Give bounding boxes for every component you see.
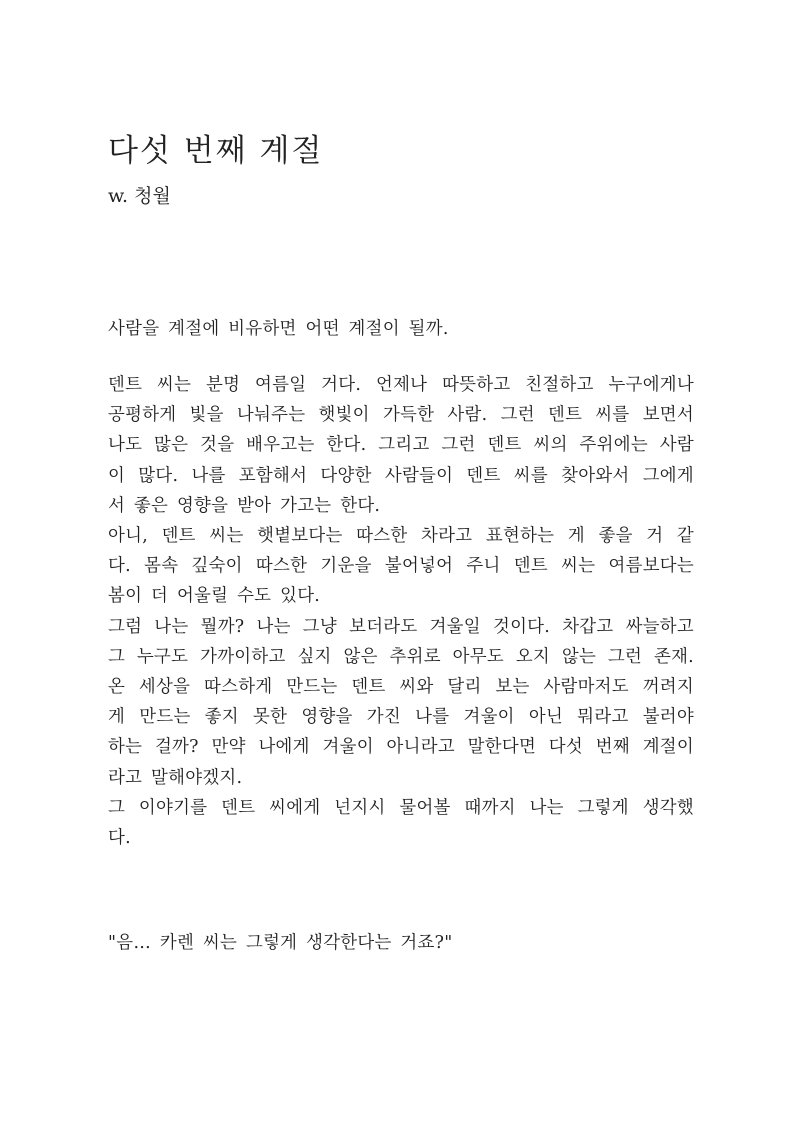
main-paragraph	[108, 370, 694, 853]
text-line: 그 이야기를 덴트 씨에게 넌지시 물어볼 때까지 나는 그렇게 생각했	[108, 797, 694, 818]
text-line: 다.	[108, 828, 131, 849]
dialogue-paragraph	[108, 928, 694, 958]
intro-paragraph	[108, 314, 694, 344]
text-line: 공평하게 빛을 나눠주는 햇빛이 가득한 사람. 그런 덴트 씨를 보면서	[108, 405, 694, 426]
text-line: 서 좋은 영향을 받아 가고는 한다.	[108, 495, 381, 516]
text-line: 이 많다. 나를 포함해서 다양한 사람들이 덴트 씨를 찾아와서 그에게	[108, 465, 694, 486]
text-line: 라고 말해야겠지.	[108, 767, 243, 788]
text-line: 사람을 계절에 비유하면 어떤 계절이 될까.	[108, 319, 449, 339]
text-line: 아니, 덴트 씨는 햇볕보다는 따스한 차라고 표현하는 게 좋을 거 같	[108, 526, 694, 547]
text-line: 봄이 더 어울릴 수도 있다.	[108, 586, 321, 607]
text-line: 덴트 씨는 분명 여름일 거다. 언제나 따뜻하고 친절하고 누구에게나	[108, 375, 694, 395]
text-line: 게 만드는 좋지 못한 영향을 가진 나를 겨울이 아닌 뭐라고 불러야	[108, 707, 694, 728]
text-line: 하는 걸까? 만약 나에게 겨울이 아니라고 말한다면 다섯 번째 계절이	[108, 737, 694, 758]
dialogue-line: "음… 카렌 씨는 그렇게 생각한다는 거죠?"	[108, 933, 453, 953]
author-byline: w. 청월	[108, 185, 171, 207]
text-line: 다. 몸속 깊숙이 따스한 기운을 불어넣어 주니 덴트 씨는 여름보다는	[108, 556, 694, 577]
text-line: 나도 많은 것을 배우고는 한다. 그리고 그런 덴트 씨의 주위에는 사람	[108, 435, 694, 456]
text-line: 그럼 나는 뭘까? 나는 그냥 보더라도 겨울일 것이다. 차갑고 싸늘하고	[108, 616, 694, 637]
text-line: 온 세상을 따스하게 만드는 덴트 씨와 달리 보는 사람마저도 꺼려지	[108, 677, 694, 698]
document-title: 다섯 번째 계절	[108, 133, 324, 169]
text-line: 그 누구도 가까이하고 싶지 않은 추위로 아무도 오지 않는 그런 존재.	[108, 646, 694, 667]
